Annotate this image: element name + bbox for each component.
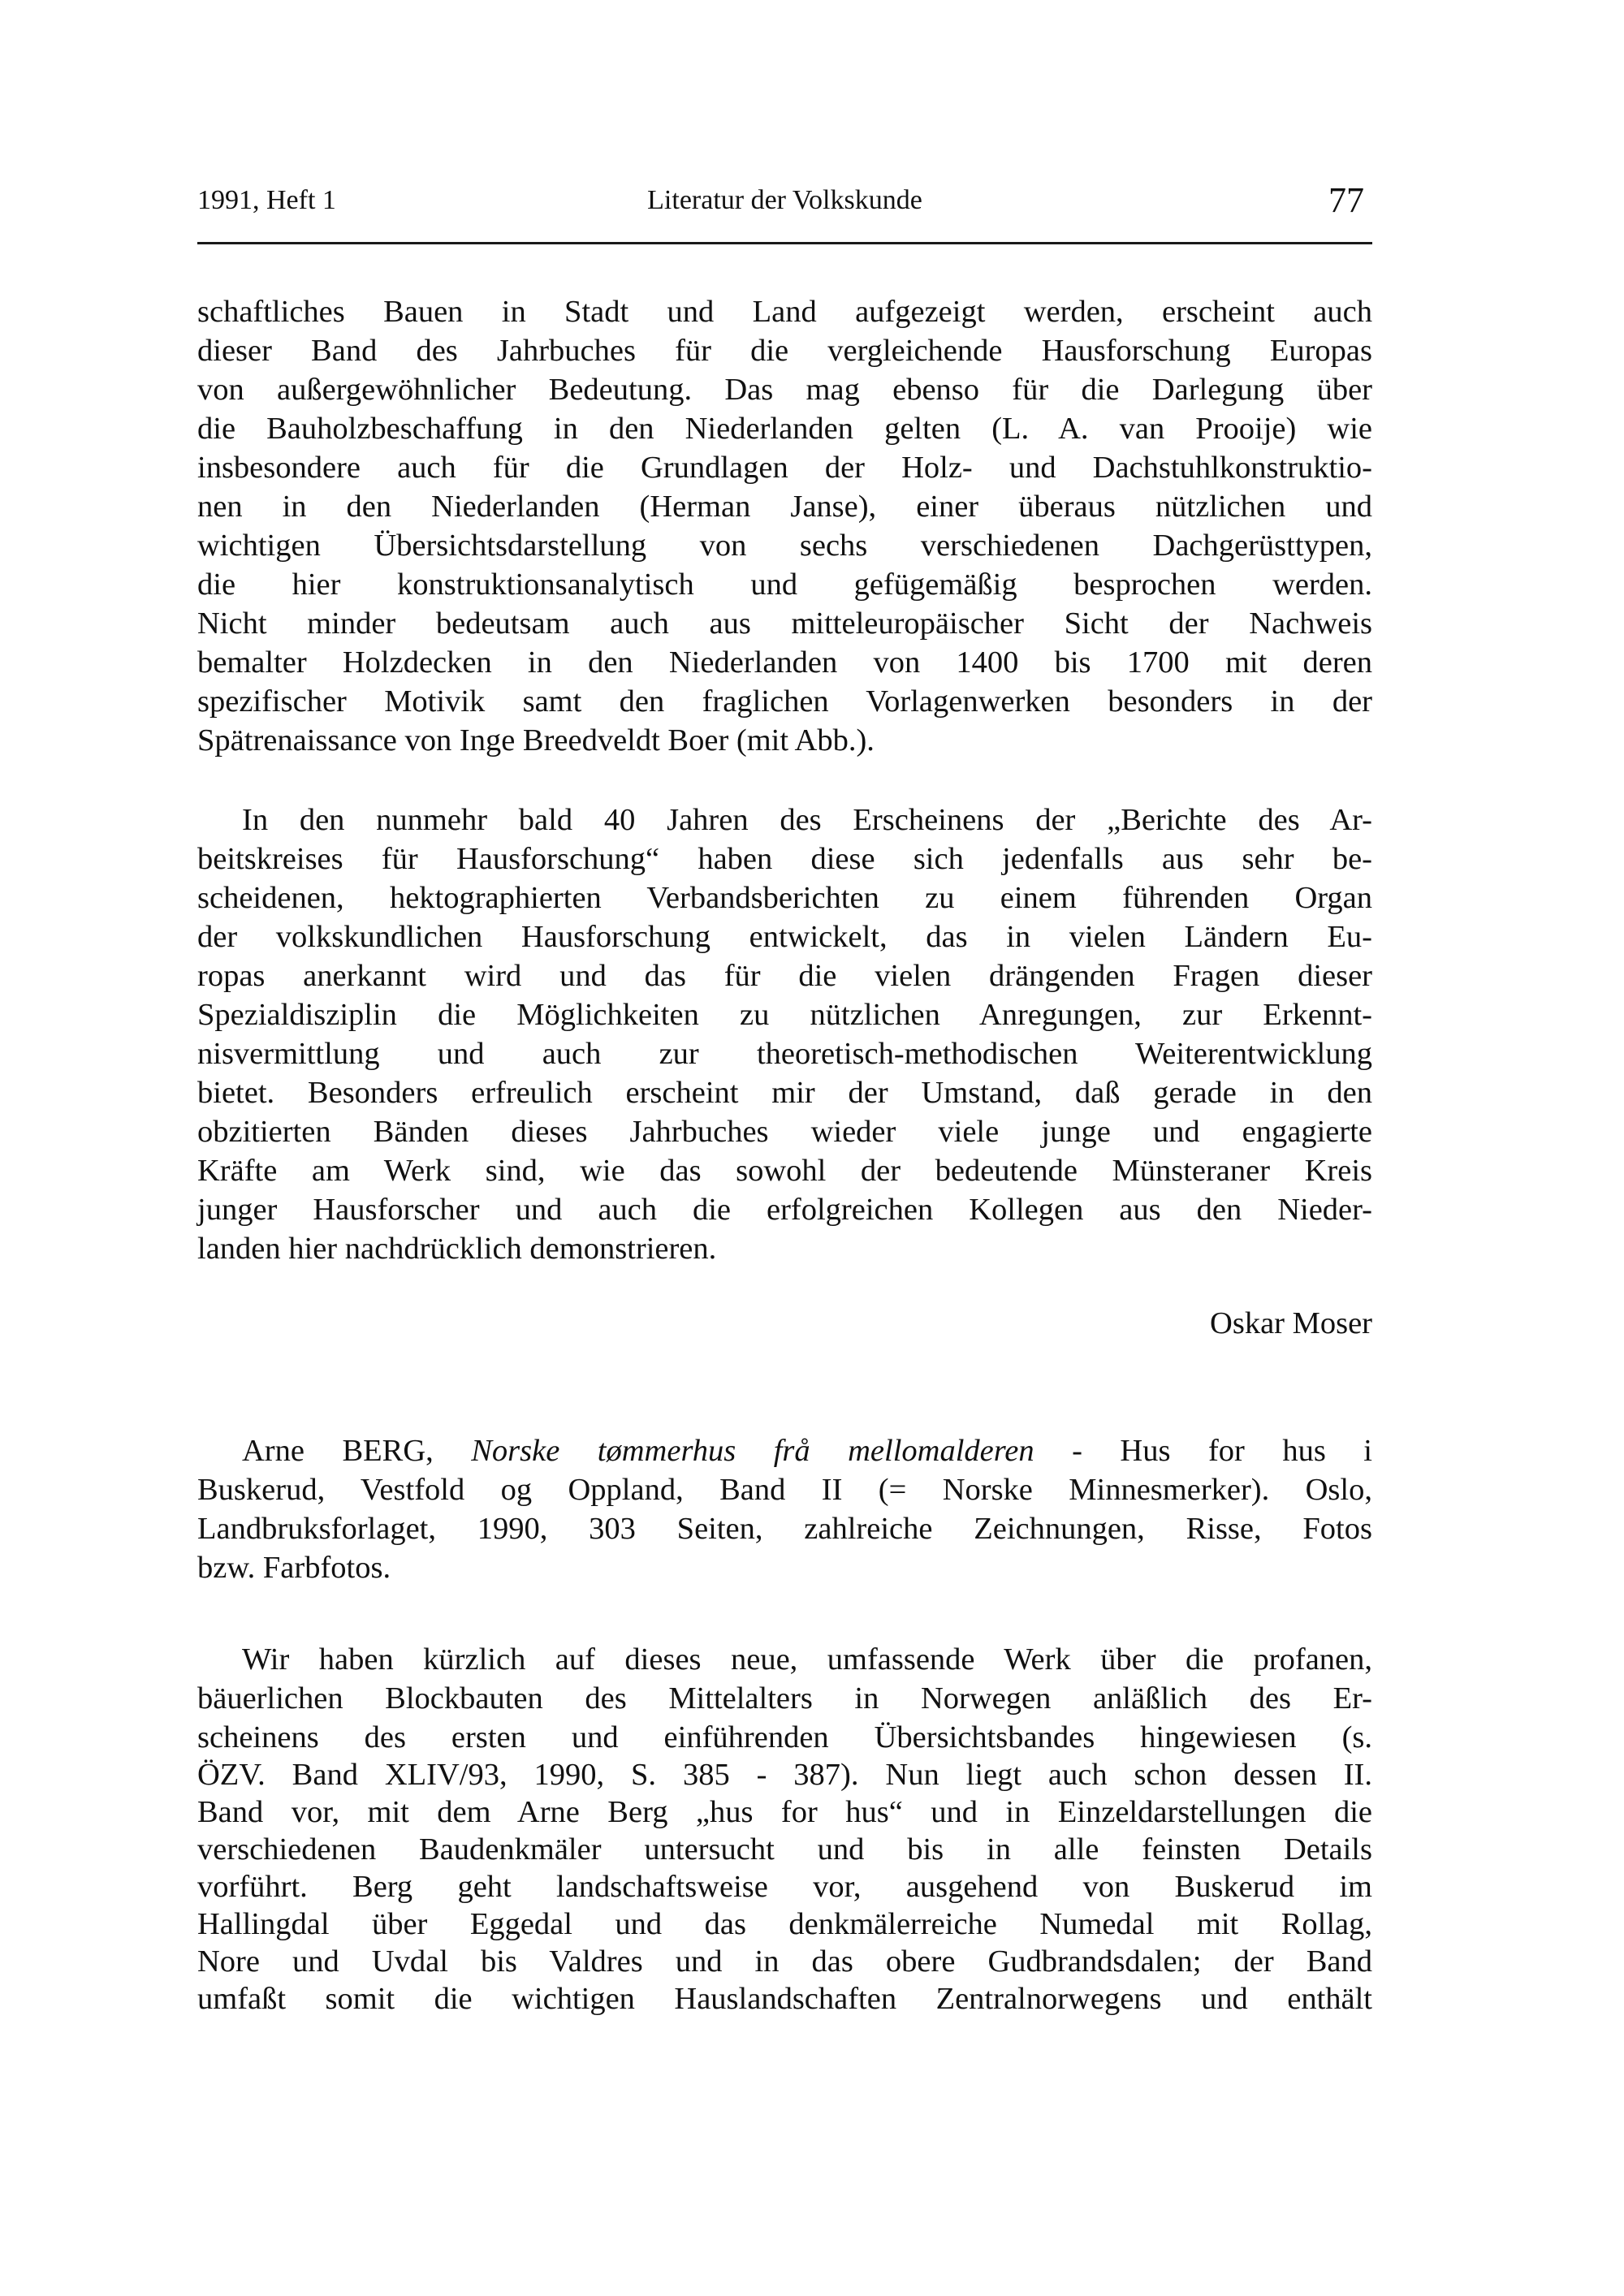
text-line: scheidenen, hektographierten Verbandsberichten zu einem führenden Organ — [197, 881, 1372, 915]
text-line: Spezialdisziplin die Möglichkeiten zu nützlichen Anregungen, zur Erkennt- — [197, 998, 1372, 1032]
text-line: Wir haben kürzlich auf dieses neue, umfassende Werk über die profanen, — [242, 1642, 1372, 1677]
text-line: Band vor, mit dem Arne Berg „hus for hus“ und in Einzeldarstellungen die — [197, 1795, 1372, 1829]
citation-line: Landbruksforlaget, 1990, 303 Seiten, zahlreiche Zeichnungen, Risse, Fotos — [197, 1512, 1372, 1546]
text-line: vorführt. Berg geht landschaftsweise vor, ausgehend von Buskerud im — [197, 1870, 1372, 1904]
header-rule — [197, 242, 1372, 244]
text-line: bietet. Besonders erfreulich erscheint mir der Umstand, daß gerade in den — [197, 1076, 1372, 1110]
citation-line: Buskerud, Vestfold og Oppland, Band II (= Norske Minnesmerker). Oslo, — [197, 1473, 1372, 1507]
text-line: wichtigen Übersichtsdarstellung von sechs verschiedenen Dachgerüsttypen, — [197, 529, 1372, 563]
page-number: 77 — [1328, 180, 1364, 220]
text-line: Hallingdal über Eggedal und das denkmälerreiche Numedal mit Rollag, — [197, 1907, 1372, 1941]
text-line: die hier konstruktionsanalytisch und gefügemäßig besprochen werden. — [197, 568, 1372, 602]
text-line: Spätrenaissance von Inge Breedveldt Boer (mit Abb.). — [197, 723, 875, 757]
text-line: die Bauholzbeschaffung in den Niederlanden gelten (L. A. van Prooije) wie — [197, 412, 1372, 446]
citation-line: bzw. Farbfotos. — [197, 1551, 391, 1585]
text-line: verschiedenen Baudenkmäler untersucht und bis in alle feinsten Details — [197, 1832, 1372, 1867]
text-line: In den nunmehr bald 40 Jahren des Erscheinens der „Berichte des Ar- — [242, 803, 1372, 837]
text-line: junger Hausforscher und auch die erfolgreichen Kollegen aus den Nieder- — [197, 1193, 1372, 1227]
text-line: bemalter Holzdecken in den Niederlanden von 1400 bis 1700 mit deren — [197, 645, 1372, 680]
text-line: Nicht minder bedeutsam auch aus mitteleuropäischer Sicht der Nachweis — [197, 606, 1372, 641]
text-line: beitskreises für Hausforschung“ haben diese sich jedenfalls aus sehr be- — [197, 842, 1372, 876]
section-title: Literatur der Volkskunde — [647, 185, 922, 215]
text-line: dieser Band des Jahrbuches für die vergleichende Hausforschung Europas — [197, 334, 1372, 368]
citation-title: Norske tømmerhus frå mellomalderen — [471, 1434, 1034, 1468]
text-line: umfaßt somit die wichtigen Hauslandschaften Zentralnorwegens und enthält — [197, 1982, 1372, 2016]
citation-subtitle: - Hus for hus i — [1072, 1434, 1372, 1468]
citation-author: Arne BERG, — [242, 1434, 434, 1468]
text-line: Nore und Uvdal bis Valdres und in das obere Gudbrandsdalen; der Band — [197, 1944, 1372, 1979]
reviewer-signature: Oskar Moser — [1210, 1306, 1372, 1340]
text-line: bäuerlichen Blockbauten des Mittelalters in Norwegen anläßlich des Er- — [197, 1681, 1372, 1716]
text-line: schaftliches Bauen in Stadt und Land aufgezeigt werden, erscheint auch — [197, 295, 1372, 329]
text-line: landen hier nachdrücklich demonstrieren. — [197, 1232, 717, 1266]
text-line: der volkskundlichen Hausforschung entwickelt, das in vielen Ländern Eu- — [197, 920, 1372, 954]
text-line: ropas anerkannt wird und das für die vielen drängenden Fragen dieser — [197, 959, 1372, 993]
text-line: ÖZV. Band XLIV/93, 1990, S. 385 - 387). Nun liegt auch schon dessen II. — [197, 1758, 1372, 1792]
text-line: scheinens des ersten und einführenden Übersichtsbandes hingewiesen (s. — [197, 1720, 1372, 1754]
text-line: Kräfte am Werk sind, wie das sowohl der bedeutende Münsteraner Kreis — [197, 1154, 1372, 1188]
text-line: nisvermittlung und auch zur theoretisch-methodischen Weiterentwicklung — [197, 1037, 1372, 1071]
issue-label: 1991, Heft 1 — [197, 185, 336, 215]
citation-line — [242, 1431, 1372, 1470]
text-line: obzitierten Bänden dieses Jahrbuches wieder viele junge und engagierte — [197, 1115, 1372, 1149]
running-header — [197, 180, 1372, 229]
text-line: spezifischer Motivik samt den fraglichen Vorlagenwerken besonders in der — [197, 684, 1372, 719]
text-line: nen in den Niederlanden (Herman Janse), einer überaus nützlichen und — [197, 490, 1372, 524]
text-line: von außergewöhnlicher Bedeutung. Das mag ebenso für die Darlegung über — [197, 373, 1372, 407]
text-line: insbesondere auch für die Grundlagen der Holz- und Dachstuhlkonstruktio- — [197, 451, 1372, 485]
